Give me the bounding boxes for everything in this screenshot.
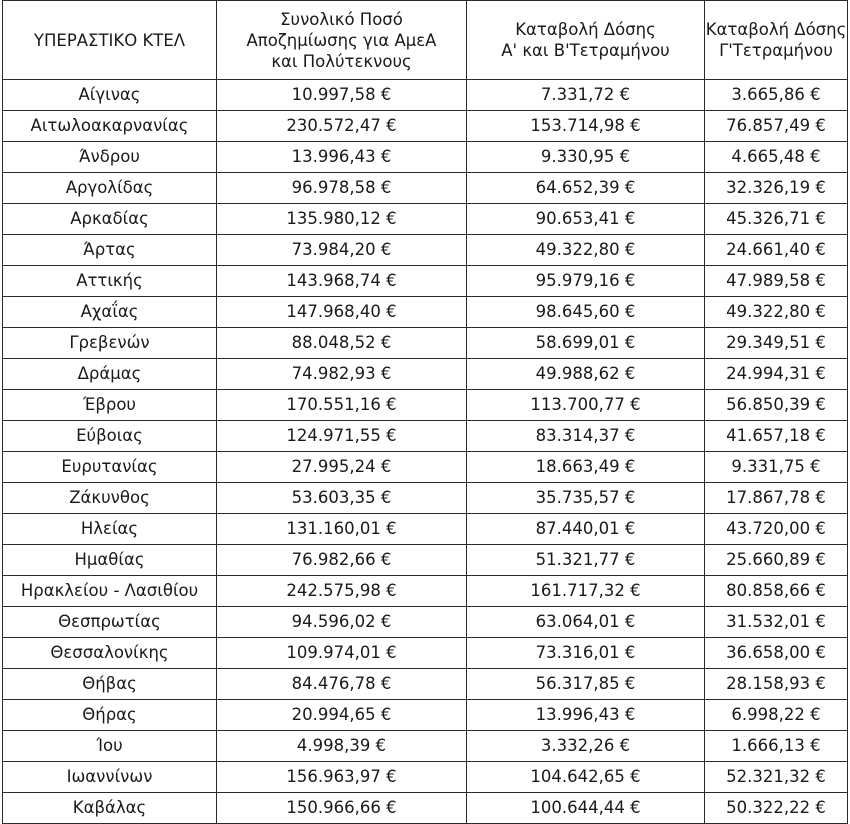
cell-ktel-name: Αττικής (3, 266, 217, 297)
table-row (3, 731, 848, 762)
table-row (3, 638, 848, 669)
cell-total-amount: 53.603,35 € (217, 483, 467, 514)
table-row (3, 204, 848, 235)
table-row (3, 421, 848, 452)
table-row (3, 669, 848, 700)
cell-ktel-name: Γρεβενών (3, 328, 217, 359)
cell-installment-c: 32.326,19 € (705, 173, 848, 204)
table-row (3, 390, 848, 421)
cell-ktel-name: Ημαθίας (3, 545, 217, 576)
cell-installment-ab: 161.717,32 € (467, 576, 705, 607)
table-row (3, 700, 848, 731)
cell-installment-ab: 73.316,01 € (467, 638, 705, 669)
cell-installment-c: 28.158,93 € (705, 669, 848, 700)
cell-ktel-name: Ιωαννίνων (3, 762, 217, 793)
cell-total-amount: 88.048,52 € (217, 328, 467, 359)
cell-total-amount: 76.982,66 € (217, 545, 467, 576)
cell-total-amount: 135.980,12 € (217, 204, 467, 235)
cell-installment-ab: 90.653,41 € (467, 204, 705, 235)
cell-installment-c: 25.660,89 € (705, 545, 848, 576)
table-row (3, 545, 848, 576)
cell-ktel-name: Ευρυτανίας (3, 452, 217, 483)
table-row (3, 328, 848, 359)
cell-installment-c: 17.867,78 € (705, 483, 848, 514)
cell-installment-c: 29.349,51 € (705, 328, 848, 359)
cell-ktel-name: Αρκαδίας (3, 204, 217, 235)
cell-installment-c: 76.857,49 € (705, 111, 848, 142)
cell-ktel-name: Καβάλας (3, 793, 217, 824)
cell-installment-c: 36.658,00 € (705, 638, 848, 669)
header-line: και Πολύτεκνους (271, 51, 412, 71)
cell-total-amount: 27.995,24 € (217, 452, 467, 483)
header-line: Συνολικό Ποσό (280, 9, 403, 29)
table-row (3, 793, 848, 824)
cell-installment-ab: 153.714,98 € (467, 111, 705, 142)
table-row (3, 576, 848, 607)
cell-ktel-name: Ίου (3, 731, 217, 762)
cell-ktel-name: Έβρου (3, 390, 217, 421)
cell-total-amount: 74.982,93 € (217, 359, 467, 390)
cell-total-amount: 150.966,66 € (217, 793, 467, 824)
cell-total-amount: 13.996,43 € (217, 142, 467, 173)
table-row (3, 80, 848, 111)
cell-total-amount: 96.978,58 € (217, 173, 467, 204)
cell-installment-ab: 98.645,60 € (467, 297, 705, 328)
cell-total-amount: 147.968,40 € (217, 297, 467, 328)
cell-installment-ab: 49.322,80 € (467, 235, 705, 266)
compensation-table (2, 0, 848, 824)
header-ktel (3, 1, 217, 80)
cell-total-amount: 4.998,39 € (217, 731, 467, 762)
header-line: Αποζημίωσης για ΑμεΑ (246, 30, 437, 50)
cell-installment-c: 52.321,32 € (705, 762, 848, 793)
cell-installment-ab: 104.642,65 € (467, 762, 705, 793)
header-row (3, 1, 848, 80)
header-installment-c (705, 1, 848, 80)
cell-installment-c: 31.532,01 € (705, 607, 848, 638)
cell-installment-c: 45.326,71 € (705, 204, 848, 235)
table-row (3, 483, 848, 514)
table-row (3, 235, 848, 266)
cell-ktel-name: Αίγινας (3, 80, 217, 111)
cell-installment-ab: 49.988,62 € (467, 359, 705, 390)
cell-ktel-name: Αιτωλοακαρνανίας (3, 111, 217, 142)
cell-total-amount: 143.968,74 € (217, 266, 467, 297)
cell-total-amount: 84.476,78 € (217, 669, 467, 700)
cell-installment-ab: 7.331,72 € (467, 80, 705, 111)
cell-total-amount: 109.974,01 € (217, 638, 467, 669)
table-row (3, 762, 848, 793)
cell-installment-c: 80.858,66 € (705, 576, 848, 607)
table-row (3, 266, 848, 297)
cell-ktel-name: Ζάκυνθος (3, 483, 217, 514)
table-row (3, 297, 848, 328)
cell-ktel-name: Θεσπρωτίας (3, 607, 217, 638)
cell-installment-ab: 3.332,26 € (467, 731, 705, 762)
cell-ktel-name: Ηλείας (3, 514, 217, 545)
cell-installment-c: 24.661,40 € (705, 235, 848, 266)
cell-ktel-name: Θήβας (3, 669, 217, 700)
cell-installment-c: 1.666,13 € (705, 731, 848, 762)
cell-installment-c: 6.998,22 € (705, 700, 848, 731)
cell-installment-c: 56.850,39 € (705, 390, 848, 421)
header-line: Καταβολή Δόσης (515, 20, 656, 39)
table-row (3, 173, 848, 204)
cell-ktel-name: Δράμας (3, 359, 217, 390)
cell-total-amount: 131.160,01 € (217, 514, 467, 545)
table-row (3, 111, 848, 142)
header-installment-ab (467, 1, 705, 80)
cell-installment-c: 3.665,86 € (705, 80, 848, 111)
cell-total-amount: 73.984,20 € (217, 235, 467, 266)
cell-ktel-name: Αχαΐας (3, 297, 217, 328)
cell-installment-ab: 18.663,49 € (467, 452, 705, 483)
table-row (3, 142, 848, 173)
cell-ktel-name: Άνδρου (3, 142, 217, 173)
cell-installment-c: 49.322,80 € (705, 297, 848, 328)
cell-installment-c: 24.994,31 € (705, 359, 848, 390)
cell-installment-ab: 56.317,85 € (467, 669, 705, 700)
cell-total-amount: 94.596,02 € (217, 607, 467, 638)
header-line: Α' και Β'Τετραμήνου (501, 41, 670, 60)
cell-installment-ab: 87.440,01 € (467, 514, 705, 545)
cell-installment-ab: 51.321,77 € (467, 545, 705, 576)
table-body (3, 80, 848, 824)
cell-installment-ab: 100.644,44 € (467, 793, 705, 824)
table-row (3, 452, 848, 483)
cell-installment-c: 50.322,22 € (705, 793, 848, 824)
cell-installment-ab: 9.330,95 € (467, 142, 705, 173)
cell-total-amount: 170.551,16 € (217, 390, 467, 421)
header-line: Γ'Τετραμήνου (719, 41, 833, 60)
table-row (3, 607, 848, 638)
header-total-amount (217, 1, 467, 80)
table-row (3, 514, 848, 545)
table-row (3, 359, 848, 390)
header-line: ΥΠΕΡΑΣΤΙΚΟ ΚΤΕΛ (33, 30, 186, 50)
cell-installment-ab: 63.064,01 € (467, 607, 705, 638)
cell-installment-ab: 95.979,16 € (467, 266, 705, 297)
cell-installment-ab: 58.699,01 € (467, 328, 705, 359)
cell-total-amount: 10.997,58 € (217, 80, 467, 111)
cell-installment-ab: 83.314,37 € (467, 421, 705, 452)
cell-installment-c: 47.989,58 € (705, 266, 848, 297)
cell-total-amount: 124.971,55 € (217, 421, 467, 452)
cell-installment-c: 9.331,75 € (705, 452, 848, 483)
cell-ktel-name: Ηρακλείου - Λασιθίου (3, 576, 217, 607)
header-line: Καταβολή Δόσης (705, 20, 847, 39)
cell-ktel-name: Εύβοιας (3, 421, 217, 452)
cell-ktel-name: Θήρας (3, 700, 217, 731)
cell-installment-ab: 113.700,77 € (467, 390, 705, 421)
cell-total-amount: 20.994,65 € (217, 700, 467, 731)
cell-installment-c: 41.657,18 € (705, 421, 848, 452)
cell-ktel-name: Θεσσαλονίκης (3, 638, 217, 669)
cell-installment-ab: 13.996,43 € (467, 700, 705, 731)
cell-ktel-name: Άρτας (3, 235, 217, 266)
cell-total-amount: 156.963,97 € (217, 762, 467, 793)
cell-installment-ab: 35.735,57 € (467, 483, 705, 514)
cell-installment-ab: 64.652,39 € (467, 173, 705, 204)
cell-installment-c: 43.720,00 € (705, 514, 848, 545)
cell-total-amount: 242.575,98 € (217, 576, 467, 607)
cell-installment-c: 4.665,48 € (705, 142, 848, 173)
cell-ktel-name: Αργολίδας (3, 173, 217, 204)
cell-total-amount: 230.572,47 € (217, 111, 467, 142)
